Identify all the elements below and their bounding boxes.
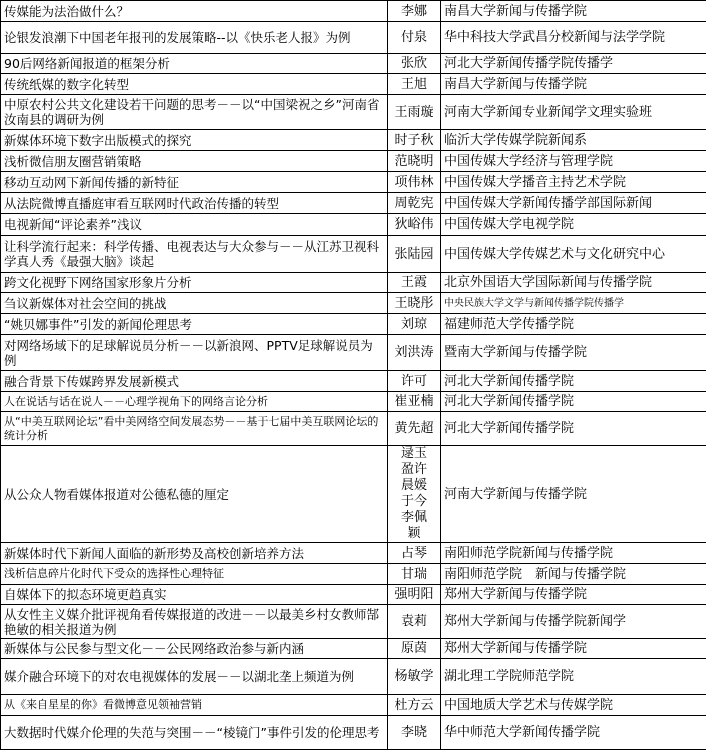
paper-title: 浅析微信朋友圈营销策略 <box>1 151 388 172</box>
paper-title: 新媒体环境下数字出版模式的探究 <box>1 130 388 151</box>
author-name: 付泉 <box>388 22 441 54</box>
school-name: 郑州大学新闻与传播学院 <box>441 639 706 659</box>
author-name: 杨敏学 <box>388 659 441 695</box>
author-name <box>388 446 441 543</box>
paper-title: 移动互动网下新闻传播的新特征 <box>1 172 388 193</box>
author-name: 李娜 <box>388 1 441 22</box>
author-name: 刘琼 <box>388 314 441 335</box>
table-row <box>1 314 706 335</box>
paper-title: 从“中美互联网论坛”看中美网络空间发展态势－－基于七届中美互联网论坛的统计分析 <box>1 412 388 446</box>
author-name: 甘瑞 <box>388 564 441 585</box>
table-row <box>1 659 706 695</box>
table-row <box>1 412 706 446</box>
author-name: 杜方云 <box>388 695 441 716</box>
table-row <box>1 95 706 130</box>
table-row <box>1 695 706 716</box>
paper-title: 让科学流行起来：科学传播、电视表达与大众参与－－从江苏卫视科学真人秀《最强大脑》谈起 <box>1 236 388 273</box>
paper-title: 自媒体下的拟态环境更趋真实 <box>1 585 388 605</box>
school-name: 中国传媒大学新闻传播学部国际新闻 <box>441 193 706 214</box>
author-name: 许可 <box>388 371 441 392</box>
author-name: 袁莉 <box>388 605 441 639</box>
paper-title: 90后网络新闻报道的框架分析 <box>1 54 388 74</box>
table-row <box>1 236 706 273</box>
paper-title: 从公众人物看媒体报道对公德私德的厘定 <box>1 446 388 543</box>
author-name: 范晓明 <box>388 151 441 172</box>
school-name: 北京外国语大学国际新闻与传播学院 <box>441 273 706 293</box>
author-name: 原茵 <box>388 639 441 659</box>
school-name: 南阳师范学院 新闻与传播学院 <box>441 564 706 585</box>
school-name: 暨南大学新闻与传播学院 <box>441 335 706 371</box>
school-name: 中国地质大学艺术与传媒学院 <box>441 695 706 716</box>
paper-title: 浅析信息碎片化时代下受众的选择性心理特征 <box>1 564 388 585</box>
paper-title: 传统纸媒的数字化转型 <box>1 74 388 95</box>
paper-title: 跨文化视野下网络国家形象片分析 <box>1 273 388 293</box>
school-name: 南昌大学新闻与传播学院 <box>441 74 706 95</box>
author-name: 逯玉盈许晨媛于今李佩颖 <box>401 446 427 541</box>
author-name: 王旭 <box>388 74 441 95</box>
school-name: 华中科技大学武昌分校新闻与法学学院 <box>441 22 706 54</box>
table-row <box>1 22 706 54</box>
school-name: 河北大学新闻传播学院 <box>441 392 706 412</box>
school-name: 南昌大学新闻与传播学院 <box>441 1 706 22</box>
school-name: 临沂大学传媒学院新闻系 <box>441 130 706 151</box>
paper-title: 媒介融合环境下的对农电视媒体的发展－－以湖北垄上频道为例 <box>1 659 388 695</box>
paper-title: 新媒体与公民参与型文化－－公民网络政治参与新内涵 <box>1 639 388 659</box>
table-row <box>1 605 706 639</box>
table-row <box>1 335 706 371</box>
school-name: 中国传媒大学播音主持艺术学院 <box>441 172 706 193</box>
paper-title: 刍议新媒体对社会空间的挑战 <box>1 293 388 314</box>
paper-title: 论银发浪潮下中国老年报刊的发展策略--以《快乐老人报》为例 <box>1 22 388 54</box>
paper-title: 从女性主义媒介批评视角看传媒报道的改进－－以最美乡村女教师郜艳敏的相关报道为例 <box>1 605 388 639</box>
school-name: 郑州大学新闻与传播学院 <box>441 585 706 605</box>
table-row <box>1 585 706 605</box>
table-row <box>1 392 706 412</box>
paper-title: 中原农村公共文化建设若干问题的思考－－以“中国梁祝之乡”河南省汝南县的调研为例 <box>1 95 388 130</box>
paper-title: 人在说话与话在说人－－心理学视角下的网络言论分析 <box>1 392 388 412</box>
author-name: 张欣 <box>388 54 441 74</box>
school-name: 南阳师范学院新闻与传播学院 <box>441 543 706 564</box>
table-row <box>1 293 706 314</box>
table-row <box>1 54 706 74</box>
school-name: 河北大学新闻传播学院传播学 <box>441 54 706 74</box>
school-name: 中央民族大学文学与新闻传播学院传播学 <box>441 293 706 314</box>
school-name: 河北大学新闻传播学院 <box>441 412 706 446</box>
table-row <box>1 446 706 543</box>
table-row <box>1 273 706 293</box>
school-name: 中国传媒大学经济与管理学院 <box>441 151 706 172</box>
school-name: 福建师范大学传播学院 <box>441 314 706 335</box>
paper-title: 传媒能为法治做什么？ <box>1 1 388 22</box>
author-name: 强明阳 <box>388 585 441 605</box>
table-row <box>1 639 706 659</box>
paper-title: 从《来自星星的你》看微博意见领袖营销 <box>1 695 388 716</box>
school-name: 华中师范大学新闻传播学院 <box>441 716 706 750</box>
table-row <box>1 1 706 22</box>
author-name: 王雨璇 <box>388 95 441 130</box>
school-name: 中国传媒大学传媒艺术与文化研究中心 <box>441 236 706 273</box>
author-name: 王晓彤 <box>388 293 441 314</box>
school-name: 河北大学新闻传播学院 <box>441 371 706 392</box>
author-name: 占琴 <box>388 543 441 564</box>
school-name: 中国传媒大学电视学院 <box>441 214 706 236</box>
author-name: 周乾宪 <box>388 193 441 214</box>
table-row <box>1 564 706 585</box>
paper-title: 电视新闻“评论素养”浅议 <box>1 214 388 236</box>
school-name: 郑州大学新闻与传播学院新闻学 <box>441 605 706 639</box>
school-name: 湖北理工学院师范学院 <box>441 659 706 695</box>
author-name: 刘洪涛 <box>388 335 441 371</box>
author-name: 王霞 <box>388 273 441 293</box>
table-row <box>1 214 706 236</box>
table-row <box>1 74 706 95</box>
paper-title: 新媒体时代下新闻人面临的新形势及高校创新培养方法 <box>1 543 388 564</box>
table-row <box>1 172 706 193</box>
author-name: 项伟林 <box>388 172 441 193</box>
paper-title: 融合背景下传媒跨界发展新模式 <box>1 371 388 392</box>
author-name: 时子秋 <box>388 130 441 151</box>
paper-title: 对网络场域下的足球解说员分析－－以新浪网、PPTV足球解说员为例 <box>1 335 388 371</box>
table-row <box>1 151 706 172</box>
table-row <box>1 716 706 750</box>
school-name: 河南大学新闻与传播学院 <box>441 446 706 543</box>
table-row <box>1 371 706 392</box>
paper-title: 大数据时代媒介伦理的失范与突围－－“棱镜门”事件引发的伦理思考 <box>1 716 388 750</box>
author-name: 狄峪伟 <box>388 214 441 236</box>
school-name: 河南大学新闻专业新闻学文理实验班 <box>441 95 706 130</box>
table-row <box>1 193 706 214</box>
table-row <box>1 130 706 151</box>
author-name: 张陆园 <box>388 236 441 273</box>
author-name: 黄先超 <box>388 412 441 446</box>
table-row <box>1 543 706 564</box>
author-name: 李晓 <box>388 716 441 750</box>
paper-title: 从法院微博直播庭审看互联网时代政治传播的转型 <box>1 193 388 214</box>
author-name: 崔亚楠 <box>388 392 441 412</box>
paper-title: “姚贝娜事件”引发的新闻伦理思考 <box>1 314 388 335</box>
